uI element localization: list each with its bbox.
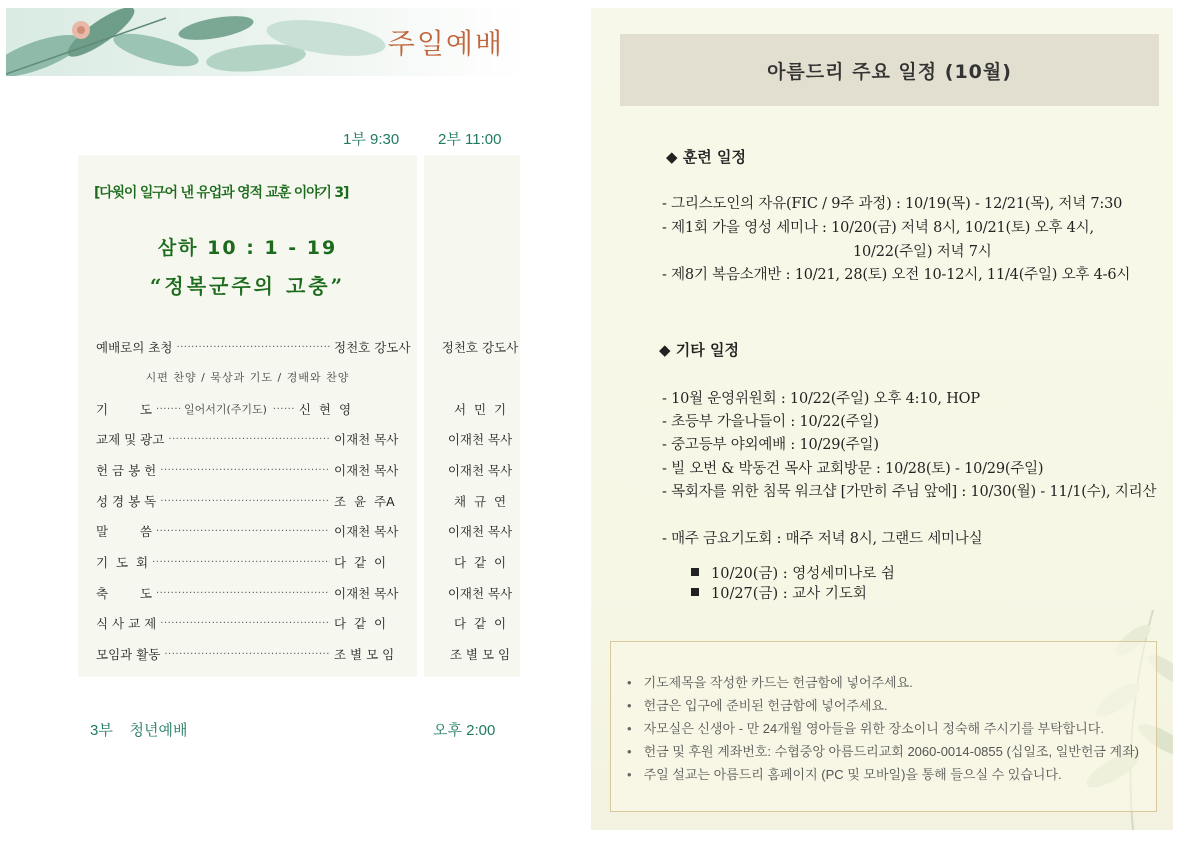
second-service-leader: 서 민 기 xyxy=(453,402,507,417)
first-service-leader: 조 윤 주A xyxy=(334,494,395,509)
training-heading: ◆ 훈련 일정 xyxy=(666,148,746,166)
leader-dots xyxy=(273,404,295,415)
page-title: 주일예배 xyxy=(387,27,504,60)
order-row xyxy=(96,491,507,511)
other-heading: ◆ 기타 일정 xyxy=(659,341,739,359)
first-service-leader: 이재천 목사 xyxy=(334,463,399,478)
order-row xyxy=(96,460,513,480)
second-service-leader: 조 별 모 임 xyxy=(449,647,511,662)
order-row xyxy=(96,429,513,449)
order-item: 교제 및 광고 xyxy=(96,432,165,447)
schedule-line: - 10월 운영위원회 : 10/22(주일) 오후 4:10, HOP xyxy=(662,391,980,407)
second-service-leader: 이재천 목사 xyxy=(447,524,513,539)
leader-dots xyxy=(160,618,330,629)
second-service-leader: 이재천 목사 xyxy=(447,432,513,447)
second-service-leader: 정천호 강도사 xyxy=(441,340,519,355)
order-note: 일어서기(주기도) xyxy=(183,403,267,416)
sermon-title: “정복군주의 고충” xyxy=(149,274,346,298)
second-service-leader: 채 규 연 xyxy=(453,494,507,509)
square-bullet-icon xyxy=(691,568,699,576)
order-row xyxy=(96,583,513,603)
schedule-line: - 제1회 가을 영성 세미나 : 10/20(금) 저녁 8시, 10/21(토) 오후 4시, xyxy=(662,220,1094,236)
order-row xyxy=(96,521,513,541)
prayer-sub-item xyxy=(691,582,867,603)
first-service-leader: 정천호 강도사 xyxy=(334,340,411,355)
order-row xyxy=(96,552,507,572)
first-service-leader: 조 별 모 임 xyxy=(334,647,395,662)
prayer-sub-item xyxy=(691,562,895,583)
schedule-line: - 그리스도인의 자유(FIC / 9주 과정) : 10/19(목) - 12/21(목), 저녁 7:30 xyxy=(662,196,1123,212)
notice-item: • 자모실은 신생아 - 만 24개월 영아들을 위한 장소이니 정숙해 주시기를 부탁합니다. xyxy=(627,718,1139,741)
order-item: 말 씀 xyxy=(96,524,152,539)
second-service-leader: 이재천 목사 xyxy=(447,463,513,478)
leader-dots xyxy=(176,342,330,353)
prayer-sub-item-text: 10/20(금) : 영성세미나로 쉼 xyxy=(711,566,895,582)
second-service-leader: 다 같 이 xyxy=(453,555,507,570)
order-item: 기 도 xyxy=(96,402,152,417)
prayer-sub-item-text: 10/27(금) : 교사 기도회 xyxy=(711,586,867,602)
order-item: 헌 금 봉 헌 xyxy=(96,463,157,478)
square-bullet-icon xyxy=(691,588,699,596)
header-banner xyxy=(6,8,526,76)
first-service-time: 1부 9:30 xyxy=(343,131,400,148)
schedule-line: - 매주 금요기도회 : 매주 저녁 8시, 그랜드 세미나실 xyxy=(662,531,983,547)
notice-item: • 헌금 및 후원 계좌번호: 수협중앙 아름드리교회 2060-0014-0855 (십일조, 일반헌금 계좌) xyxy=(627,741,1139,764)
second-service-leader: 다 같 이 xyxy=(453,616,507,631)
sermon-series: [다윗이 일구어 낸 유업과 영적 교훈 이야기 3] xyxy=(94,185,349,201)
schedule-line: - 목회자를 위한 침묵 워크샵 [가만히 주님 앞에] : 10/30(월) - 11/1(수), 지리산 xyxy=(662,484,1157,500)
schedule-line: - 빌 오번 & 박동건 목사 교회방문 : 10/28(토) - 10/29(주일) xyxy=(662,461,1044,477)
first-service-leader: 이재천 목사 xyxy=(334,432,399,447)
youth-service-label: 3부 청년예배 xyxy=(90,722,188,739)
schedule-line: - 초등부 가을나들이 : 10/22(주일) xyxy=(662,414,879,430)
scripture-reference: 삼하 10 : 1 - 19 xyxy=(157,237,338,259)
first-service-leader: 다 같 이 xyxy=(334,616,387,631)
first-service-leader: 다 같 이 xyxy=(334,555,387,570)
notice-item: • 헌금은 입구에 준비된 헌금함에 넣어주세요. xyxy=(627,695,1139,718)
order-row xyxy=(96,613,507,633)
order-row xyxy=(96,399,507,419)
second-service-time: 2부 11:00 xyxy=(438,131,502,148)
leader-dots xyxy=(168,434,330,445)
order-item: 모임과 활동 xyxy=(96,647,161,662)
leader-dots xyxy=(156,588,330,599)
schedule-page xyxy=(591,8,1173,830)
youth-service-time: 오후 2:00 xyxy=(433,722,496,739)
notice-list xyxy=(627,672,1139,787)
leader-dots xyxy=(156,404,180,415)
first-service-leader: 이재천 목사 xyxy=(334,586,399,601)
notice-item: • 주일 설교는 아름드리 홈페이지 (PC 및 모바일)을 통해 들으실 수 있습니다. xyxy=(627,764,1139,787)
order-item: 식 사 교 제 xyxy=(96,616,157,631)
order-row xyxy=(96,337,519,357)
leader-dots xyxy=(164,649,330,660)
schedule-line: 10/22(주일) 저녁 7시 xyxy=(853,244,992,260)
leader-dots xyxy=(156,526,330,537)
first-service-leader: 이재천 목사 xyxy=(334,524,399,539)
order-sub-note: 시편 찬양 / 묵상과 기도 / 경배와 찬양 xyxy=(145,371,350,384)
schedule-line: - 제8기 복음소개반 : 10/21, 28(토) 오전 10-12시, 11/4(주일) 오후 4-6시 xyxy=(662,267,1131,283)
leader-dots xyxy=(152,557,330,568)
order-item: 축 도 xyxy=(96,586,152,601)
order-item: 성 경 봉 독 xyxy=(96,494,157,509)
notice-item: • 기도제목을 작성한 카드는 헌금함에 넣어주세요. xyxy=(627,672,1139,695)
order-row xyxy=(96,644,511,664)
schedule-line: - 중고등부 야외예배 : 10/29(주일) xyxy=(662,437,879,453)
order-item: 예배로의 초청 xyxy=(96,340,173,355)
leader-dots xyxy=(160,465,330,476)
second-service-leader: 이재천 목사 xyxy=(447,586,513,601)
schedule-title-box xyxy=(620,34,1159,106)
first-service-leader: 신 현 영 xyxy=(298,402,352,417)
order-item: 기 도 회 xyxy=(96,555,149,570)
leader-dots xyxy=(160,496,330,507)
schedule-title: 아름드리 주요 일정 (10월) xyxy=(767,60,1012,83)
notice-box xyxy=(610,641,1157,812)
